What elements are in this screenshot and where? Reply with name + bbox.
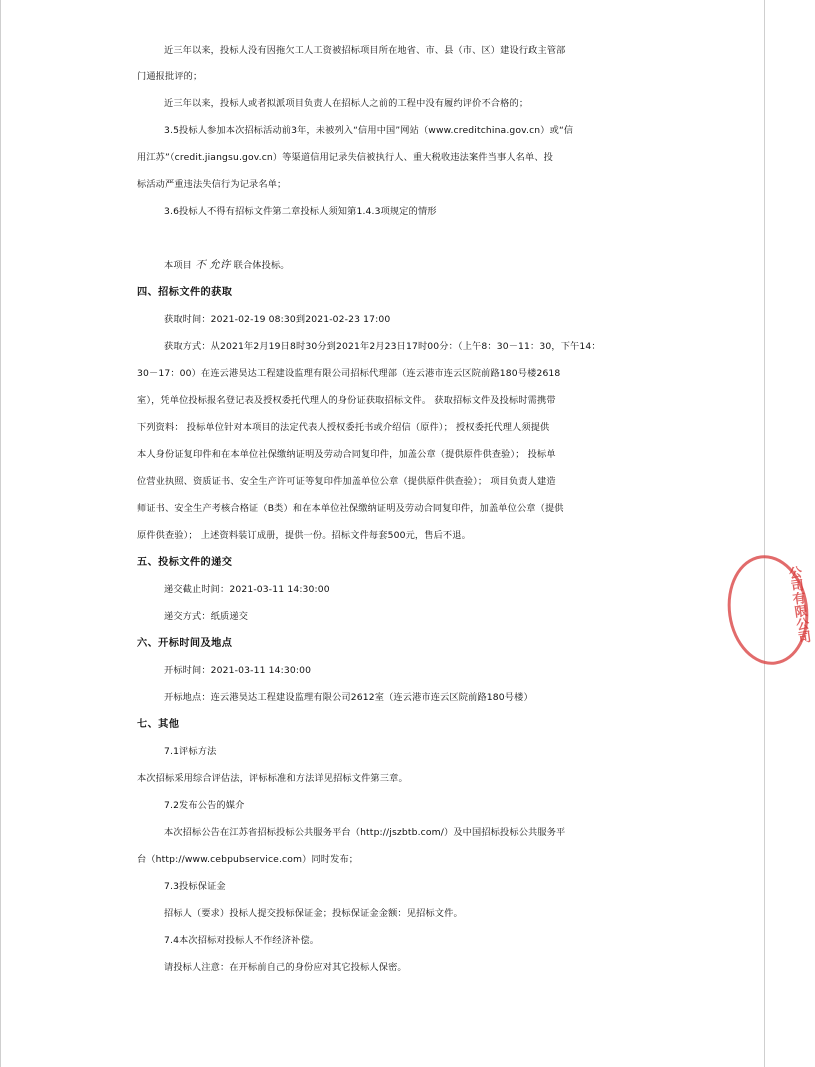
paragraph-line: 获取方式：从2021年2月19日8时30分到2021年2月23日17时00分：（上午8：30－11：30，下午14：: [164, 341, 601, 352]
paragraph-line: 获取时间：2021-02-19 08:30到2021-02-23 17:00: [164, 314, 391, 325]
paragraph-line: 用江苏”（credit.jiangsu.gov.cn）等渠道信用记录失信被执行人、重大税收违法案件当事人名单、投: [137, 152, 554, 163]
section-heading-5: 五、投标文件的递交: [137, 557, 233, 568]
consortium-statement: [164, 259, 634, 272]
paragraph-line: 室），凭单位投标报名登记表及授权委托代理人的身份证获取招标文件。 获取招标文件及投标时需携带: [137, 395, 556, 406]
paragraph-line: 标活动严重违法失信行为记录名单；: [137, 179, 287, 190]
paragraph-line: 本人身份证复印件和在本单位社保缴纳证明及劳动合同复印件，加盖公章（提供原件供查验）； 投标单: [137, 449, 556, 460]
paragraph-line: 请投标人注意：在开标前自己的身份应对其它投标人保密。: [164, 962, 407, 973]
paragraph-line: 3.6投标人不得有招标文件第二章投标人须知第1.4.3项规定的情形: [164, 206, 437, 217]
paragraph-line: 递交截止时间：2021-03-11 14:30:00: [164, 584, 330, 595]
paragraph-line: 7.4本次招标对投标人不作经济补偿。: [164, 935, 320, 946]
paragraph-line: 7.3投标保证金: [164, 881, 226, 892]
paragraph-line: 师证书、安全生产考核合格证（B类）和在本单位社保缴纳证明及劳动合同复印件，加盖单位公章（提供: [137, 503, 564, 514]
paragraph-line: 30－17：00）在连云港昊达工程建设监理有限公司招标代理部（连云港市连云区院前路180号楼2618: [137, 368, 561, 379]
consortium-text-a: 本项目: [164, 260, 193, 271]
paragraph-line: 位营业执照、资质证书、安全生产许可证等复印件加盖单位公章（提供原件供查验）； 项目负责人建造: [137, 476, 556, 487]
section-heading-4: 四、招标文件的获取: [137, 287, 233, 298]
paragraph-line: 开标时间：2021-03-11 14:30:00: [164, 665, 312, 676]
paragraph-line: 招标人（要求）投标人提交投标保证金；投标保证金金额：见招标文件。: [164, 908, 463, 919]
section-heading-7: 七、其他: [137, 719, 180, 730]
consortium-text-b: 联合体投标。: [233, 260, 290, 271]
paragraph-line: 3.5投标人参加本次招标活动前3年，未被列入“信用中国”网站（www.creditchina.gov.cn）或“信: [164, 125, 574, 136]
paragraph-line: 台（http://www.cebpubservice.com）同时发布；: [137, 854, 359, 865]
handwritten-fill: 不 允许: [195, 259, 231, 271]
paragraph-line: 7.2发布公告的媒介: [164, 800, 245, 811]
section-heading-6: 六、开标时间及地点: [137, 638, 233, 649]
paragraph-line: 近三年以来，投标人没有因拖欠工人工资被招标项目所在地省、市、县（市、区）建设行政主管部: [164, 45, 566, 56]
paragraph-line: 7.1评标方法: [164, 746, 217, 757]
paragraph-line: 下列资料： 投标单位针对本项目的法定代表人授权委托书或介绍信（原件）； 授权委托代理人须提供: [137, 422, 550, 433]
paragraph-line: 原件供查验）； 上述资料装订成册，提供一份。招标文件每套500元，售后不退。: [137, 530, 471, 541]
paragraph-line: 本次招标采用综合评估法，评标标准和方法详见招标文件第三章。: [137, 773, 408, 784]
paragraph-line: 开标地点：连云港昊达工程建设监理有限公司2612室（连云港市连云区院前路180号楼）: [164, 692, 533, 703]
company-seal-stamp: 公司有限公司: [721, 550, 815, 670]
paragraph-line: 递交方式：纸质递交: [164, 611, 249, 622]
paragraph-line: 近三年以来，投标人或者拟派项目负责人在招标人之前的工程中没有履约评价不合格的；: [164, 98, 529, 109]
page-border-left: [0, 0, 1, 1067]
paragraph-line: 门通报批评的；: [137, 71, 203, 82]
page-border-right: [764, 0, 765, 1067]
paragraph-line: 本次招标公告在江苏省招标投标公共服务平台（http://jszbtb.com/）及中国招标投标公共服务平: [164, 827, 566, 838]
